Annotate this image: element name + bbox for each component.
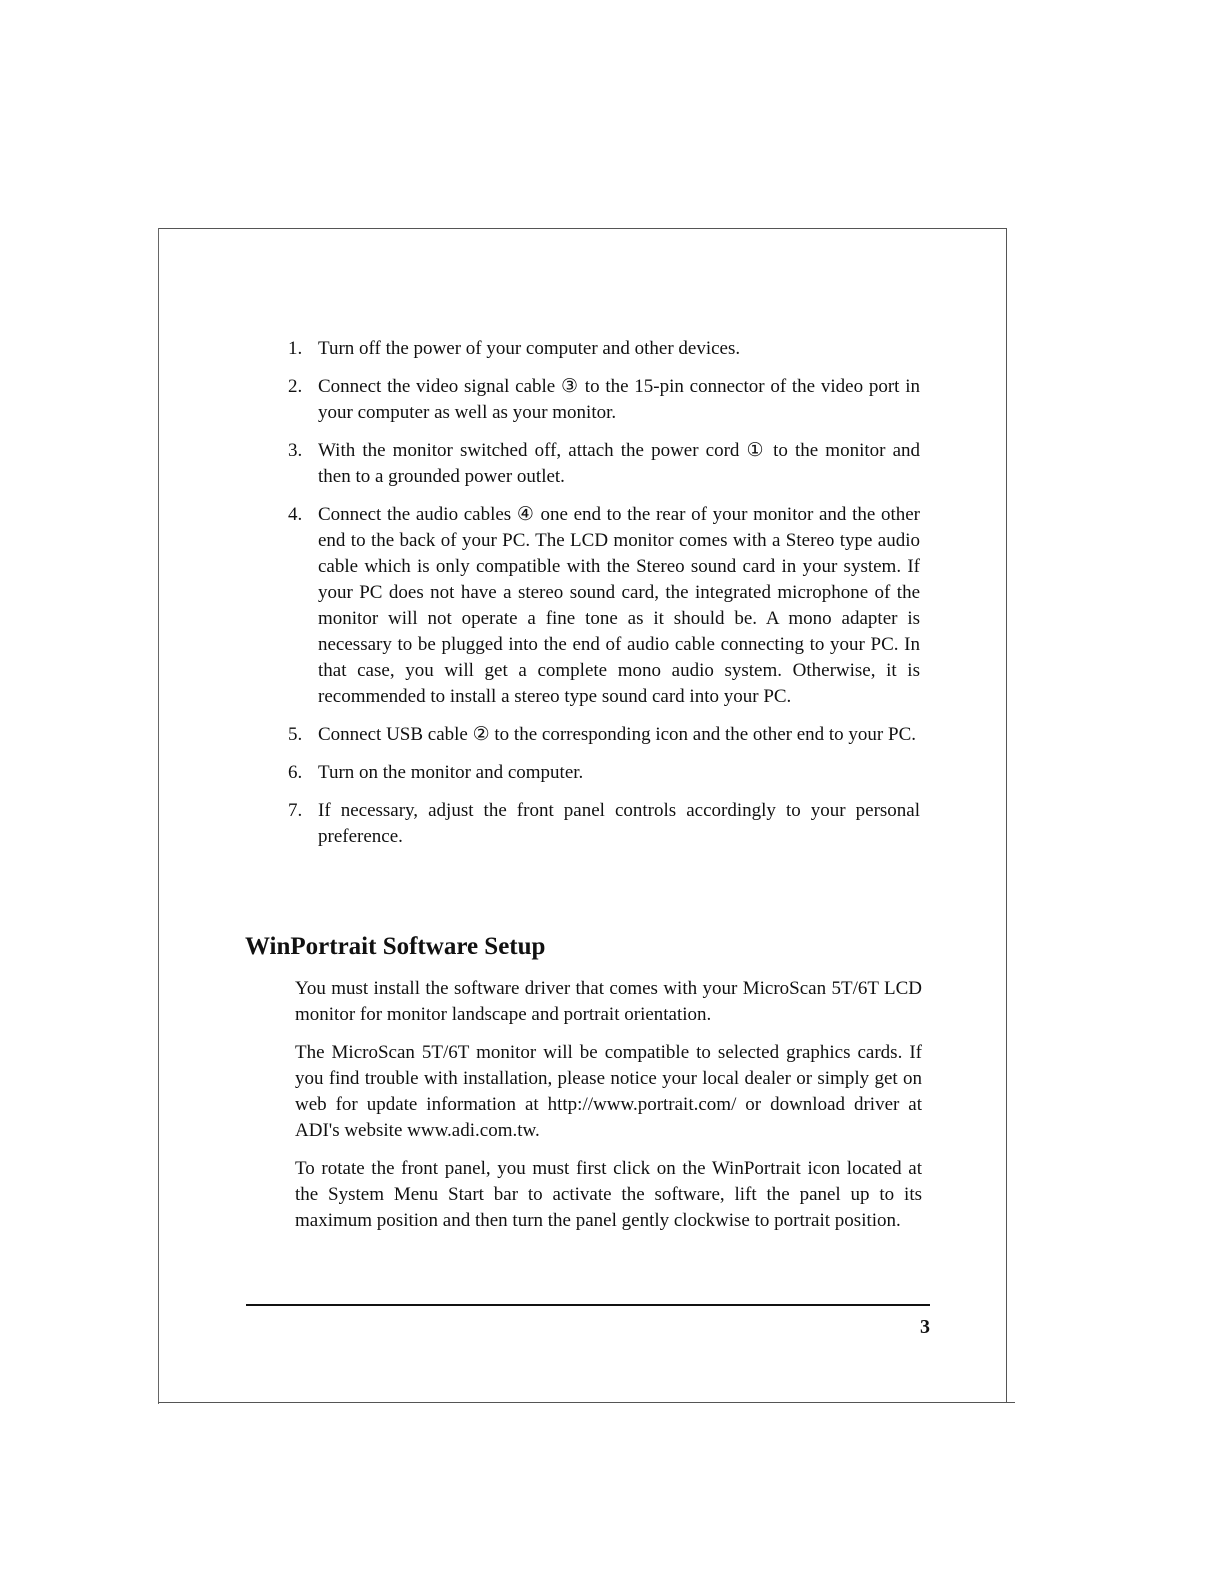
step-item-1 <box>284 336 920 362</box>
step-text: Connect the audio cables ④ one end to the rear of your monitor and the other end to the back of your PC. The LCD monitor comes with a Stereo type audio cable which is only compatible with the Stereo sound card in your system. If your PC does not have a stereo sound card, the integrated microphone of the monitor will not operate a fine tone as it should be. A mono adapter is necessary to be plugged into the end of audio cable connecting to your PC. In that case, you will get a complete mono audio system. Otherwise, it is recommended to install a stereo type sound card into your PC. <box>318 504 920 707</box>
step-number: 1. <box>288 338 303 359</box>
page-number: 3 <box>920 1316 930 1338</box>
step-item-3 <box>284 438 920 490</box>
page-frame-left-border <box>158 228 159 1404</box>
step-text: If necessary, adjust the front panel controls accordingly to your personal preference. <box>318 800 920 847</box>
step-text: Turn on the monitor and computer. <box>318 762 584 783</box>
step-item-6 <box>284 760 920 786</box>
paragraph-compatibility: The MicroScan 5T/6T monitor will be compatible to selected graphics cards. If you find trouble with installation, please notice your local dealer or simply get on web for update information at http://www.portrait.com/ or download driver at ADI's website www.adi.com.tw. <box>295 1042 922 1141</box>
step-number: 3. <box>288 440 303 461</box>
step-item-2 <box>284 374 920 426</box>
step-text: Connect the video signal cable ③ to the 15-pin connector of the video port in your computer as well as your monitor. <box>318 376 920 423</box>
step-text: Connect USB cable ② to the corresponding icon and the other end to your PC. <box>318 724 916 745</box>
page-frame-bottom-border <box>158 1402 1015 1403</box>
page-frame-top-border <box>158 228 1006 229</box>
paragraph-install-driver: You must install the software driver that comes with your MicroScan 5T/6T LCD monitor for monitor landscape and portrait orientation. <box>295 978 922 1025</box>
paragraph-rotate-panel: To rotate the front panel, you must first click on the WinPortrait icon located at the System Menu Start bar to activate the software, lift the panel up to its maximum position and then turn the panel gently clockwise to portrait position. <box>295 1158 922 1231</box>
step-text: With the monitor switched off, attach the power cord ① to the monitor and then to a grounded power outlet. <box>318 440 920 487</box>
step-item-4 <box>284 502 920 710</box>
step-item-5 <box>284 722 920 748</box>
step-item-7 <box>284 798 920 850</box>
footer-rule <box>246 1304 930 1306</box>
section-body <box>295 976 922 1246</box>
step-number: 6. <box>288 762 303 783</box>
section-heading: WinPortrait Software Setup <box>245 933 546 960</box>
step-number: 5. <box>288 724 303 745</box>
step-number: 7. <box>288 800 303 821</box>
page-frame-right-border <box>1006 228 1007 1402</box>
installation-steps-list <box>284 336 920 862</box>
step-number: 2. <box>288 376 303 397</box>
step-text: Turn off the power of your computer and other devices. <box>318 338 741 359</box>
step-number: 4. <box>288 504 303 525</box>
